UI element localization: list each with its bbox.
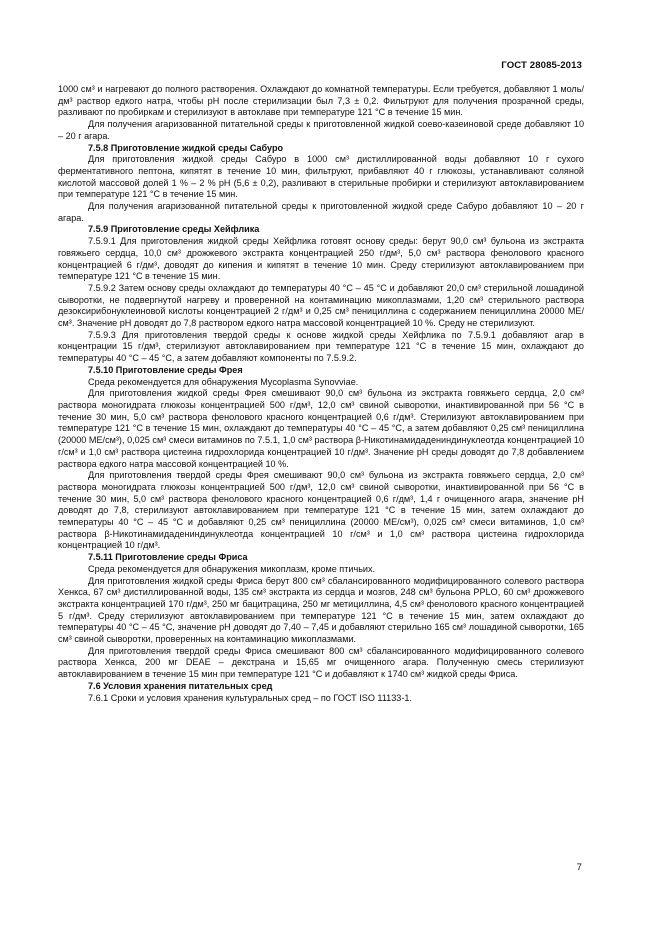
document-id-header: ГОСТ 28085-2013 xyxy=(501,60,582,71)
paragraph: Для получения агаризованной питательной среды к приготовленной жидкой среде Сабуро добавляют 10 – 20 г агара. xyxy=(58,201,584,223)
paragraph: 7.5.9.3 Для приготовления твердой среды к основе жидкой среды Хейфлика по 7.5.9.1 добавляют агар в концентрации 15 г/дм³, стерилизуют автоклавированием при температуре 121 °С в течение 15 мин, охлаждают до температуры 40 °С – 45 °С, а затем добавляют компоненты по 7.5.9.2. xyxy=(58,329,584,364)
paragraph: Для получения агаризованной питательной среды к приготовленной жидкой соево-казеиновой среде добавляют 10 – 20 г агара. xyxy=(58,119,584,141)
paragraph: Для приготовления жидкой среды Сабуро в 1000 см³ дистиллированной воды добавляют 10 г сухого ферментативного пептона, кипятят в течение 10 мин, фильтруют, прибавляют 40 г глюкозы, устанавливают соляной кислотой массовой долей 1 % – 2 % рН (5,6 ± 0,2), разливают в стерильные пробирки и стерилизуют автоклавированием при температуре 121 °С в течение 15 мин. xyxy=(58,154,584,200)
section-heading: 7.5.10 Приготовление среды Фрея xyxy=(88,364,243,375)
section-heading: 7.5.8 Приготовление жидкой среды Сабуро xyxy=(88,142,284,153)
section-heading: 7.5.11 Приготовление среды Фриса xyxy=(88,552,248,563)
paragraph: Для приготовления жидкой среды Фриса берут 800 см³ сбалансированного модифицированного солевого раствора Хенкса, 67 см³ дистиллированной воды, 135 см³ экстракта из сердца и мозгов, 248 см³ бульона PPLO, 60 см³ дрожжевого экстракта концентрацией 170 г/дм³, 250 мг бацитрацина, 250 мг метициллина, 4,5 см³ фенолового красного концентрацией 5 г/дм³. Среду стерилизуют автоклавированием при температуре 121 °С в течение 15 мин, затем охлаждают до температуры 40 °С – 45 °С, значение рН доводят до 7,40 – 7,45 и добавляют стерильно 165 см³ лошадиной сыворотки, 165 см³ свиной сыворотки, проверенных на контаминацию микоплазмами. xyxy=(58,575,584,645)
section-heading: 7.5.9 Приготовление среды Хейфлика xyxy=(88,224,260,235)
paragraph: 1000 см³ и нагревают до полного растворения. Охлаждают до комнатной температуры. Если требуется, добавляют 1 моль/дм³ раствор едкого натра, чтобы рН после стерилизации был 7,3 ± 0,2. Фильтруют для получения прозрачной среды, разливают по пробиркам и стерилизуют в автоклаве при температуре 121 °С в течение 15 мин. xyxy=(58,84,584,118)
section-heading: 7.6 Условия хранения питательных сред xyxy=(88,680,273,691)
paragraph: 7.6.1 Сроки и условия хранения культуральных сред – по ГОСТ ISO 11133-1. xyxy=(88,692,412,703)
paragraph: Для приготовления твердой среды Фриса смешивают 800 см³ сбалансированного модифицированного солевого раствора Хенкса, 200 мг DEAE – декстрана и 15,65 мг очищенного агара. Полученную смесь стерилизуют автоклавированием в течение 15 мин при температуре 121 °С и добавляют к 1740 см³ жидкой среды Фриса. xyxy=(58,645,584,680)
paragraph: Среда рекомендуется для обнаружения микоплазм, кроме птичьих. xyxy=(88,563,376,574)
paragraph: Для приготовления твердой среды Фрея смешивают 90,0 см³ бульона из экстракта говяжьего сердца, 2,0 см³ раствора моногидрата глюкозы концентрацией 500 г/дм³, 12,0 см³ свиной сыворотки, инактивированной при 56 °С в течение 30 мин, 5,0 см³ раствора фенолового красного концентрацией 0,6 г/дм³, 1,4 г очищенного агара, значение рН доводят до 7,8, стерилизуют автоклавированием при температуре 121 °С в течение 15 мин, затем охлаждают до температуры 40 °С – 45 °С и добавляют 0,25 см³ пенициллина (20000 МЕ/см³), 0,025 см³ смеси витаминов, 1,0 см³ раствора β-Никотинамидадениндинуклеотда концентрацией 10 г/см³ и 1,0 см³ раствора цистеина гидрохлорида концентрацией 10 г/дм³. xyxy=(58,470,584,551)
paragraph: Для приготовления жидкой среды Фрея смешивают 90,0 см³ бульона из экстракта говяжьего сердца, 2,0 см³ раствора моногидрата глюкозы концентрацией 500 г/дм³, 12,0 см³ свиной сыворотки, инактивированной при 56 °С в течение 30 мин, 5,0 см³ раствора фенолового красного концентрацией 0,6 г/дм³. Стерилизуют автоклавированием при температуре 121 °С в течение 15 мин, охлаждают до температуры 40 °С – 45 °С, а затем добавляют 0,25 см³ пенициллина (20000 МЕ/см³), 0,025 см³ смеси витаминов по 7.5.1, 1,0 см³ раствора β-Никотинамидадениндинуклеотда концентрацией 10 г/см³ и 1,0 см³ раствора цистеина гидрохлорида концентрацией 10 г/дм³. Значение рН среды доводят до 7,8 добавлением раствора едкого натра массовой концентрацией 10 %. xyxy=(58,388,584,469)
paragraph: Среда рекомендуется для обнаружения Mycoplasma Synovviae. xyxy=(88,376,359,387)
page-number: 7 xyxy=(576,862,582,873)
paragraph: 7.5.9.1 Для приготовления жидкой среды Хейфлика готовят основу среды: берут 90,0 см³ бульона из экстракта говяжьего сердца, 10,0 см³ дрожжевого экстракта концентрацией 250 г/дм³, 5,0 см³ раствора фенолового красного концентрацией 6 г/дм³, доводят до кипения и кипятят в течение 10 мин. Среду стерилизуют автоклавированием при температуре 121 °С в течение 15 мин. xyxy=(58,236,584,282)
document-body xyxy=(58,84,584,704)
paragraph: 7.5.9.2 Затем основу среды охлаждают до температуры 40 °С – 45 °С и добавляют 20,0 см³ стерильной лошадиной сыворотки, не подвергнутой нагреву и проверенной на контаминацию микоплазмами, 1,20 см³ стерильного раствора дезоксирибонуклеиновой кислоты концентрацией 2 г/дм³ и 0,25 см³ пенициллина с содержанием пенициллина 20000 МЕ/см³. Значение рН доводят до 7,8 раствором едкого натра массовой концентрацией 10 %. Среду не стерилизуют. xyxy=(58,282,584,329)
